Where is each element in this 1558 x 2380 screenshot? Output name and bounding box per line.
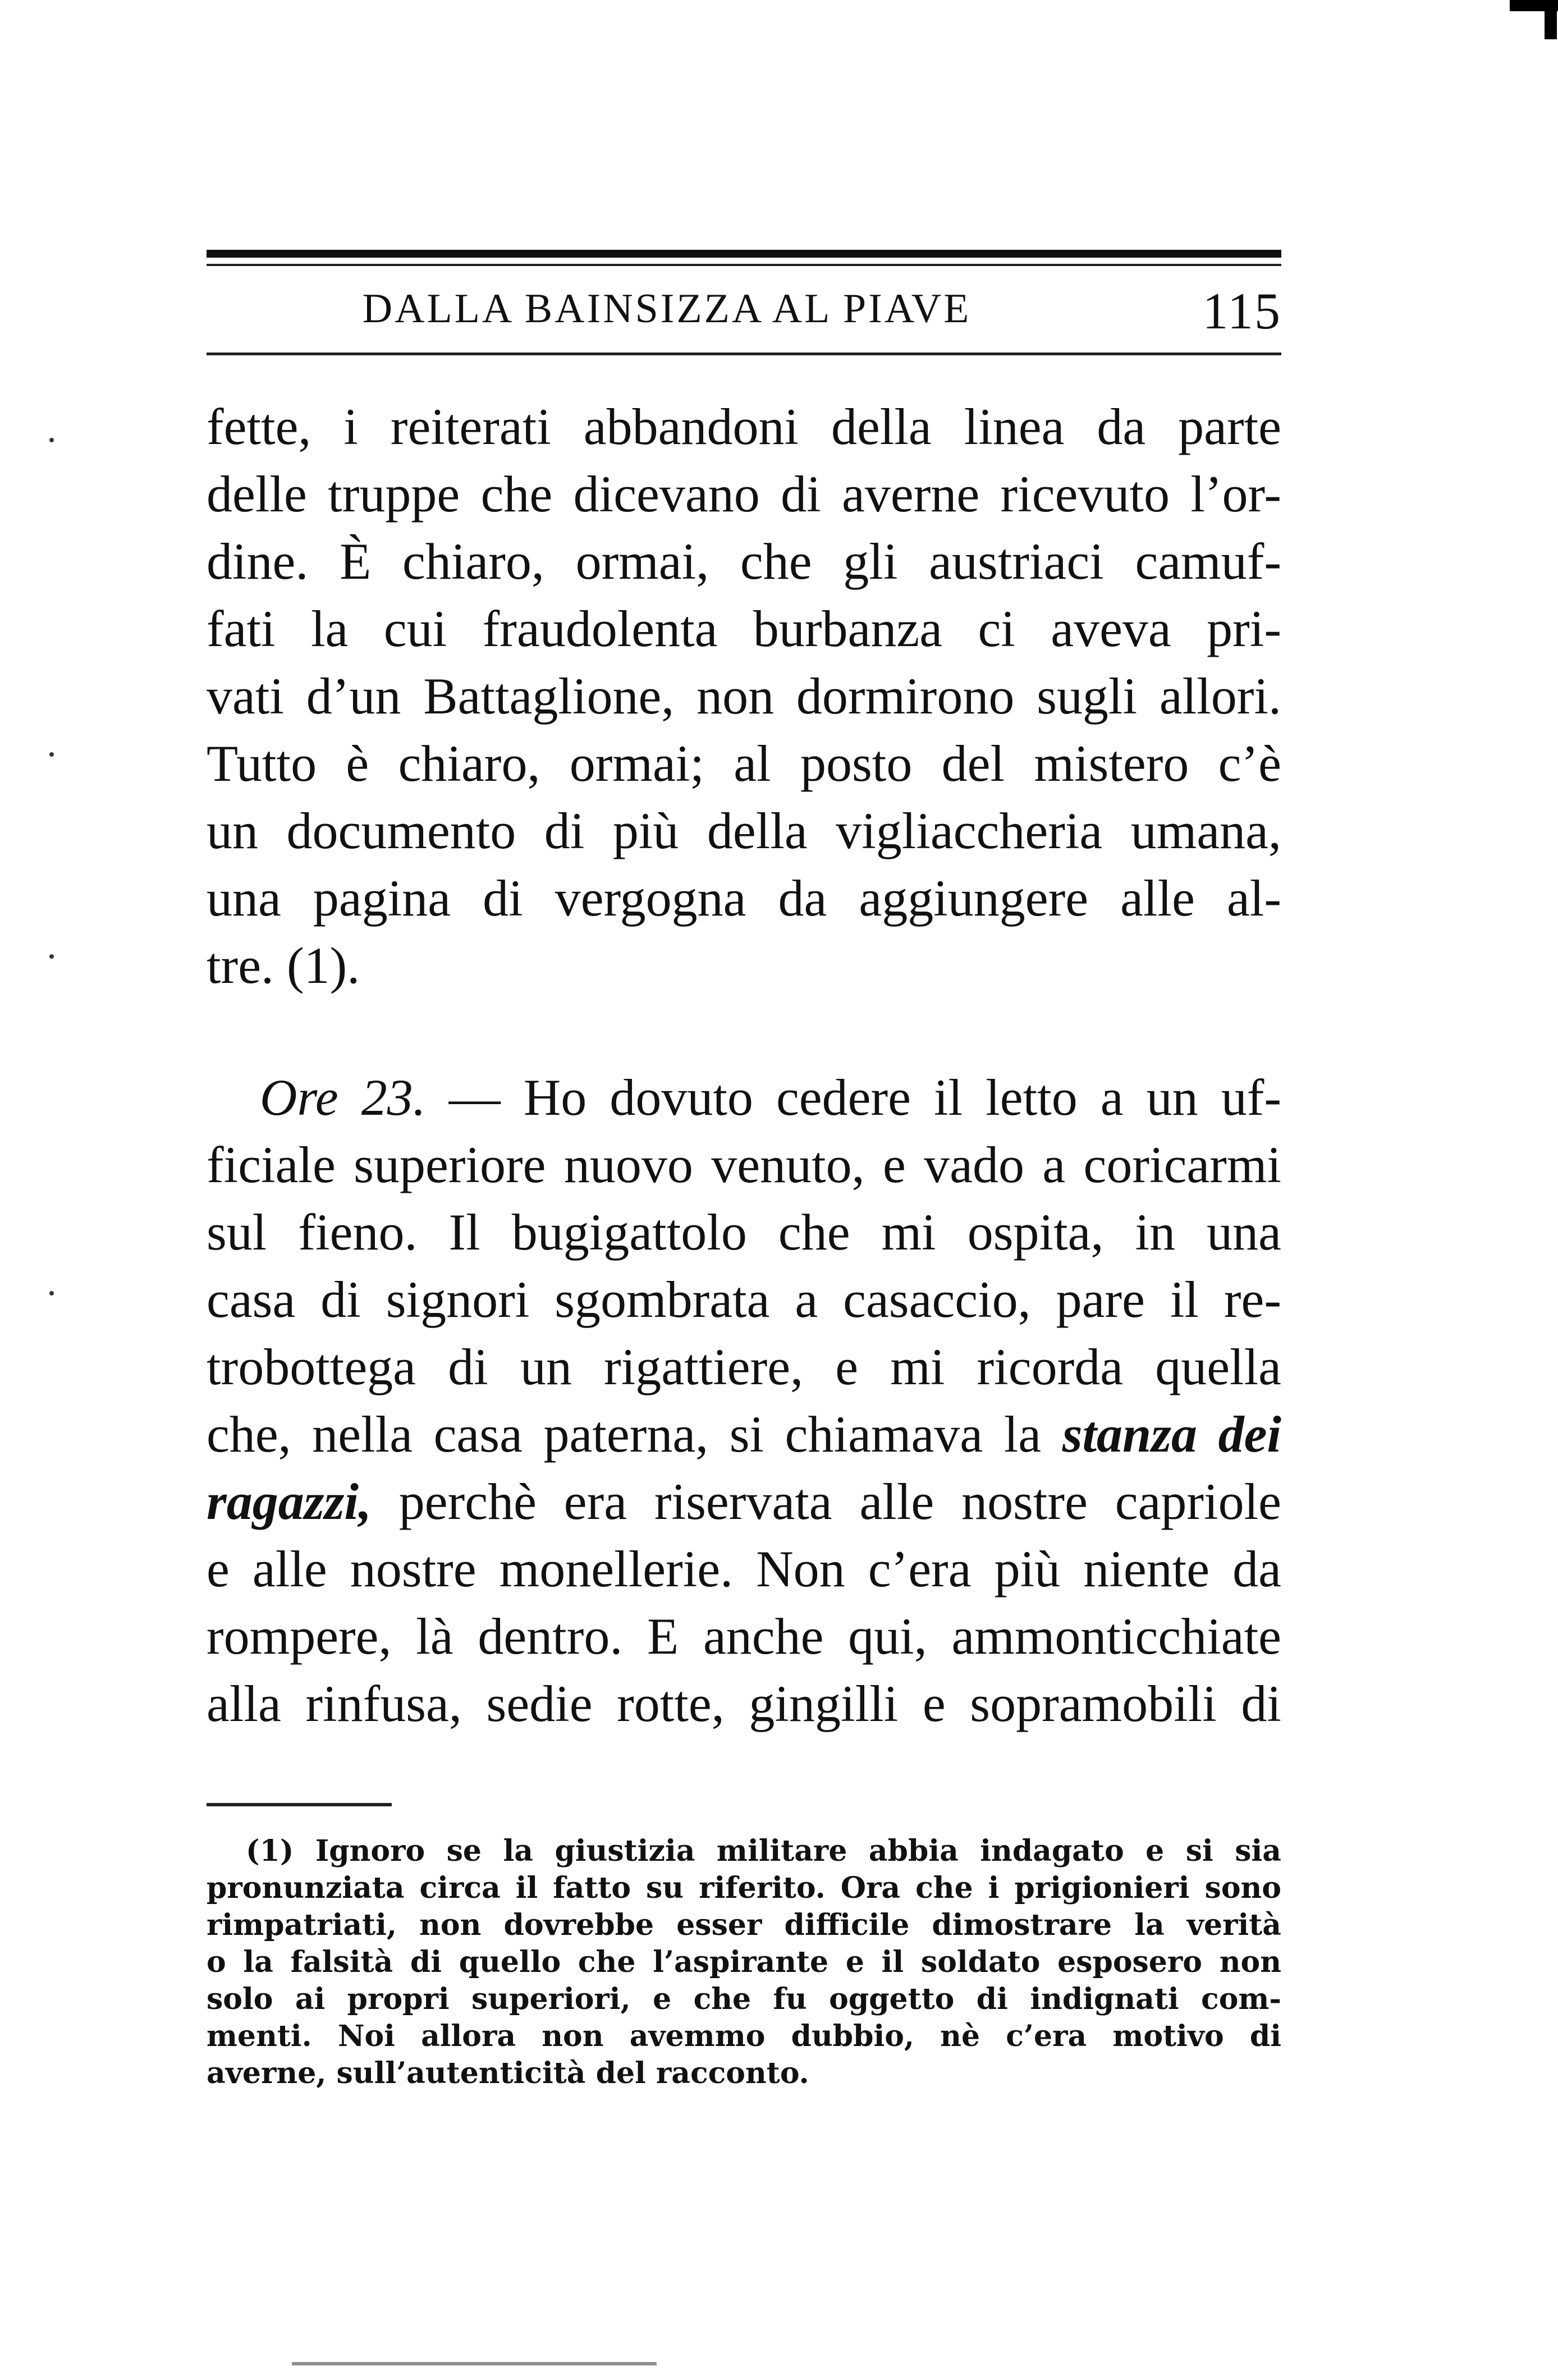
text-line: rompere, là dentro. E anche qui, ammonticchiate [207,1608,1281,1665]
text-line: fati la cui fraudolenta burbanza ci aveva pri- [207,600,1281,657]
header-rule-thick [207,250,1281,258]
text-line: tre. (1). [207,937,360,994]
running-head [207,278,1281,340]
emphasis-text: stanza dei [1062,1406,1281,1463]
footnote-line: menti. Noi allora non avemmo dubbio, nè c’era motivo di [207,2019,1281,2053]
text-line: delle truppe che dicevano di averne ricevuto l’or- [207,465,1281,523]
emphasis-text: ragazzi, [207,1473,372,1530]
text-run: che, nella casa paterna, si chiamava la [207,1406,1062,1463]
text-line: casa di signori sgombrata a casaccio, pare il re- [207,1271,1281,1328]
text-line: ficiale superiore nuovo venuto, e vado a coricarmi [207,1136,1281,1193]
paragraph-gap [207,999,1281,1064]
footnote-rule [207,1803,392,1806]
text-line [207,1400,1281,1468]
page-number: 115 [1202,282,1281,340]
header-rule-bottom [207,353,1281,355]
scan-corner-mark-vertical [1545,0,1557,39]
header-rule-thin [207,264,1281,266]
text-line: vati d’un Battaglione, non dormirono sugli allori. [207,667,1281,725]
margin-speck [49,954,54,959]
text-line: una pagina di vergogna da aggiungere alle al- [207,869,1281,927]
time-heading: Ore 23. [260,1069,426,1126]
footnote-line: (1) Ignoro se la giustizia militare abbia indagato e si sia [246,1834,1281,1868]
footnote-line: solo ai propri superiori, e che fu oggetto di indignati com- [207,1982,1281,2016]
margin-speck [49,1291,54,1296]
margin-speck [49,752,54,757]
text-run: — Ho dovuto cedere il letto a un uf- [425,1069,1281,1126]
text-line: fette, i reiterati abbandoni della linea da parte [207,398,1281,455]
footnote-line: rimpatriati, non dovrebbe esser difficile dimostrare la verità [207,1908,1281,1942]
text-line: Tutto è chiaro, ormai; al posto del mistero c’è [207,735,1281,792]
text-line: un documento di più della vigliaccheria umana, [207,802,1281,859]
text-line: e alle nostre monellerie. Non c’era più niente da [207,1540,1281,1598]
bottom-edge-mark [292,2362,657,2365]
text-line: alla rinfusa, sedie rotte, gingilli e sopramobili di [207,1675,1281,1732]
running-title: DALLA BAINSIZZA AL PIAVE [362,286,972,332]
footnote-line: averne, sull’autenticità del racconto. [207,2056,809,2090]
footnote-line: pronunziata circa il fatto su riferito. Ora che i prigionieri sono [207,1871,1281,1905]
margin-speck [49,438,54,442]
footnote-line: o la falsità di quello che l’aspirante e il soldato esposero non [207,1945,1281,1979]
text-line: dine. È chiaro, ormai, che gli austriaci camuf- [207,533,1281,590]
footnote [207,1833,1281,2092]
text-line: trobottega di un rigattiere, e mi ricorda quella [207,1338,1281,1395]
text-line: sul fieno. Il bugigattolo che mi ospita, in una [207,1203,1281,1261]
text-line [207,1468,1281,1535]
text-run: perchè era riservata alle nostre capriole [371,1473,1281,1530]
text-line-paragraph-start [207,1064,1281,1131]
body-text [207,393,1281,1737]
